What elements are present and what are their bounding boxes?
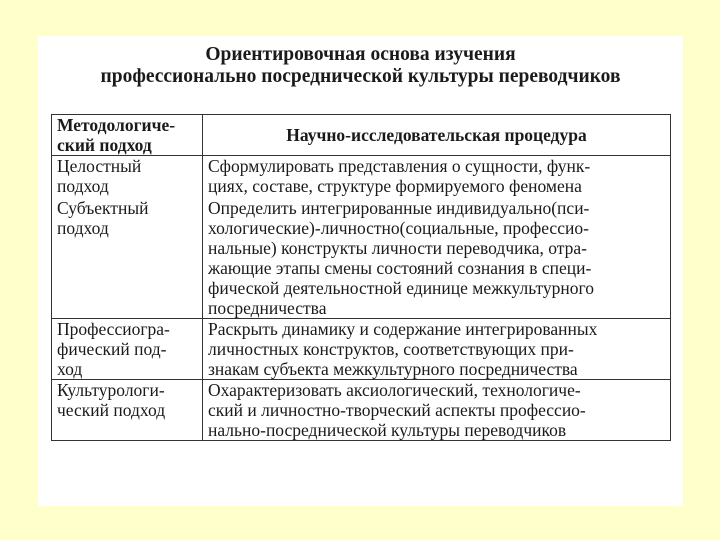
title-line: профессионально посреднической культуры переводчиков <box>100 66 621 87</box>
table-header-row <box>52 115 671 156</box>
approach-cell <box>52 380 203 441</box>
procedure-table <box>51 114 671 441</box>
table-row <box>52 380 671 441</box>
approach-line: фический под- <box>57 339 167 359</box>
header-research-procedure: Научно-исследовательская процедура <box>203 115 671 156</box>
header-line: Методологиче- <box>57 115 176 135</box>
table-row <box>52 156 671 319</box>
approach-line: Целостный <box>57 156 142 176</box>
approach-cell <box>52 156 203 319</box>
procedure-line: посредничества <box>208 298 327 318</box>
approach-line: подход <box>57 218 109 238</box>
header-methodological-approach <box>52 115 203 156</box>
procedure-line: Сформулировать представления о сущности, функ- <box>208 156 591 176</box>
approach-line: Культурологи- <box>57 380 165 400</box>
approach-line: Субъектный <box>57 198 149 218</box>
slide-title <box>38 44 683 88</box>
procedure-line: жающие этапы смены состояний сознания в специ- <box>208 258 592 278</box>
procedure-line: личностных конструктов, соответствующих при- <box>208 339 574 359</box>
approach-line: ческий подход <box>57 400 166 420</box>
procedure-line: Охарактеризовать аксиологический, технологиче- <box>208 380 581 400</box>
procedure-line: ский и личностно-творческий аспекты профессио- <box>208 400 586 420</box>
procedure-line: циях, составе, структуре формируемого феномена <box>208 176 582 196</box>
procedure-cell <box>203 380 671 441</box>
procedure-line: фической деятельностной единице межкультурного <box>208 278 595 298</box>
procedure-cell <box>203 319 671 380</box>
slide <box>38 36 683 506</box>
procedure-line: нально-посреднической культуры переводчиков <box>208 420 567 440</box>
approach-line: подход <box>57 176 109 196</box>
procedure-line: Определить интегрированные индивидуально(пси- <box>208 198 590 218</box>
title-line: Ориентировочная основа изучения <box>205 44 516 65</box>
header-line: ский подход <box>57 135 152 155</box>
approach-line: Профессиогра- <box>57 319 170 339</box>
procedure-line: Раскрыть динамику и содержание интегрированных <box>208 319 598 339</box>
procedure-cell <box>203 156 671 319</box>
procedure-line: знакам субъекта межкультурного посредничества <box>208 359 578 379</box>
procedure-line: нальные) конструкты личности переводчика, отра- <box>208 238 587 258</box>
procedure-line: хологические)-личностно(социальные, профессио- <box>208 218 589 238</box>
table-row <box>52 319 671 380</box>
approach-line: ход <box>57 359 83 379</box>
approach-cell <box>52 319 203 380</box>
